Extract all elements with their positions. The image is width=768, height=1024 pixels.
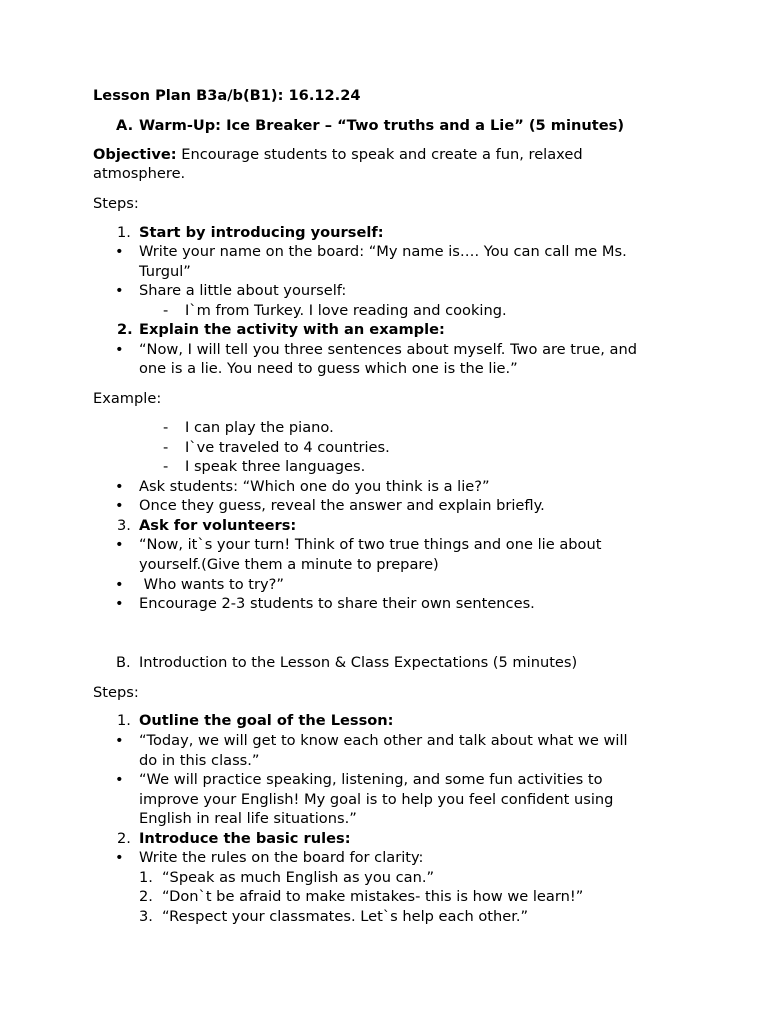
list-item: Who wants to try?”	[139, 576, 284, 593]
list-item: Once they guess, reveal the answer and explain briefly.	[139, 497, 545, 514]
dash-icon: -	[163, 302, 169, 319]
list-item-continued: yourself.(Give them a minute to prepare)	[139, 556, 439, 573]
example-label: Example:	[93, 390, 162, 407]
bullet-icon: •	[115, 341, 124, 358]
step-heading: Ask for volunteers:	[139, 517, 297, 534]
step-heading: Introduce the basic rules:	[139, 830, 351, 847]
list-item: Write your name on the board: “My name is…. You can call me Ms.	[139, 243, 627, 260]
list-item: “Today, we will get to know each other and talk about what we will	[139, 732, 628, 749]
objective-text: Encourage students to speak and create a fun, relaxed	[176, 146, 583, 163]
section-a-marker: A.	[116, 117, 134, 134]
list-item: “Now, I will tell you three sentences about myself. Two are true, and	[139, 341, 637, 358]
list-item-continued: English in real life situations.”	[139, 810, 357, 827]
bullet-icon: •	[115, 576, 124, 593]
list-item-continued: Turgul”	[139, 263, 191, 280]
rule-item: “Don`t be afraid to make mistakes- this is how we learn!”	[162, 888, 584, 905]
rule-item: “Speak as much English as you can.”	[162, 869, 435, 886]
section-b-marker: B.	[116, 654, 131, 671]
step-heading: Explain the activity with an example:	[139, 321, 445, 338]
objective-line-2: atmosphere.	[93, 165, 186, 182]
bullet-icon: •	[115, 282, 124, 299]
steps-label: Steps:	[93, 195, 139, 212]
rule-number: 3.	[139, 908, 153, 925]
bullet-icon: •	[115, 732, 124, 749]
list-item: Ask students: “Which one do you think is a lie?”	[139, 478, 490, 495]
rule-number: 1.	[139, 869, 153, 886]
bullet-icon: •	[115, 595, 124, 612]
list-item: “Now, it`s your turn! Think of two true things and one lie about	[139, 536, 602, 553]
rule-item: “Respect your classmates. Let`s help each other.”	[162, 908, 529, 925]
steps-label: Steps:	[93, 684, 139, 701]
list-item-continued: one is a lie. You need to guess which one is the lie.”	[139, 360, 518, 377]
step-number: 2.	[117, 830, 131, 847]
bullet-icon: •	[115, 478, 124, 495]
bullet-icon: •	[115, 849, 124, 866]
step-number: 1.	[117, 712, 131, 729]
sub-list-item: I`m from Turkey. I love reading and cooking.	[185, 302, 507, 319]
example-item: I can play the piano.	[185, 419, 334, 436]
dash-icon: -	[163, 458, 169, 475]
rule-number: 2.	[139, 888, 153, 905]
section-a-heading: Warm-Up: Ice Breaker – “Two truths and a Lie” (5 minutes)	[139, 117, 625, 134]
list-item: Share a little about yourself:	[139, 282, 347, 299]
example-item: I speak three languages.	[185, 458, 366, 475]
objective-line	[93, 145, 583, 165]
dash-icon: -	[163, 439, 169, 456]
document-title: Lesson Plan B3a/b(B1): 16.12.24	[93, 87, 361, 104]
bullet-icon: •	[115, 536, 124, 553]
step-heading: Start by introducing yourself:	[139, 224, 384, 241]
step-number: 3.	[117, 517, 131, 534]
list-item-continued: do in this class.”	[139, 752, 260, 769]
step-number: 1.	[117, 224, 131, 241]
example-item: I`ve traveled to 4 countries.	[185, 439, 390, 456]
bullet-icon: •	[115, 497, 124, 514]
dash-icon: -	[163, 419, 169, 436]
list-item: “We will practice speaking, listening, and some fun activities to	[139, 771, 603, 788]
bullet-icon: •	[115, 243, 124, 260]
step-number: 2.	[117, 321, 133, 338]
step-heading: Outline the goal of the Lesson:	[139, 712, 394, 729]
bullet-icon: •	[115, 771, 124, 788]
list-item-continued: improve your English! My goal is to help you feel confident using	[139, 791, 614, 808]
list-item: Encourage 2-3 students to share their own sentences.	[139, 595, 535, 612]
list-item: Write the rules on the board for clarity:	[139, 849, 424, 866]
section-b-heading: Introduction to the Lesson & Class Expectations (5 minutes)	[139, 654, 578, 671]
objective-label: Objective:	[93, 146, 177, 163]
